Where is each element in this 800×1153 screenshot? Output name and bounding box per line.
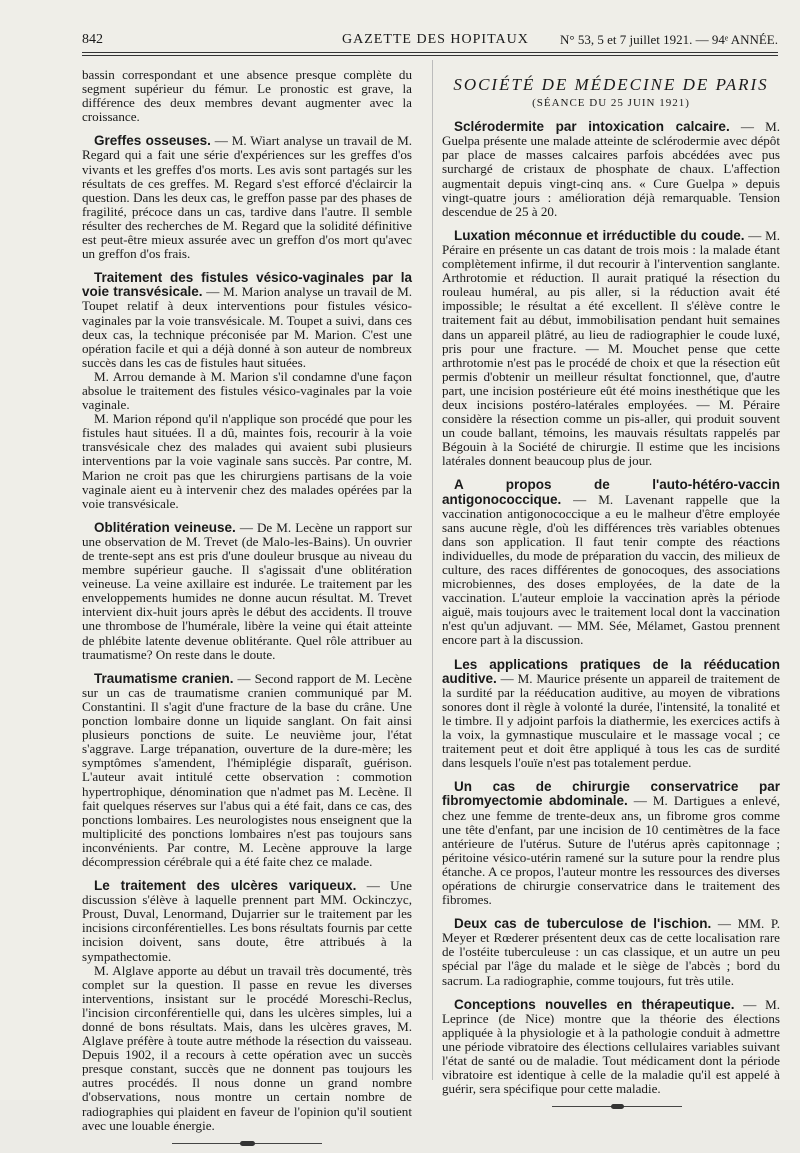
header-rule-2 [82, 55, 778, 56]
article-title: Conceptions nouvelles en thérapeutique. [454, 996, 735, 1012]
article-body: — MM. P. Meyer et Rœderer présentent deux cas de cette localisation rare de l'ostéite tuberculeuse : un cas classique, et un autre un peu spécial par l'âge du malade et le siège de l'abcès ; bord du sacrum. La radiographie, comme toujours, fut très utile. [442, 916, 780, 988]
column-divider [432, 60, 433, 1080]
article-body: — M. Dartigues a enlevé, chez une femme de trente-deux ans, un fibrome gros comme une tête d'enfant, par une incision de 10 centimètres de la face antérieure de l'utérus. Suture de l'utérus après capitonnage ; péritoine vésico-utérin ramené sur la suture pour la rendre plus étanche. A ce propos, l'auteur montre les ressources des diverses opérations de chirurgie conservatrice dans le traitement des fibromes. [442, 793, 780, 908]
article-body: — M. Guelpa présente une malade atteinte de sclérodermie avec dépôt par place de masses calcaires parfois abcédées avec pus surchargé de cristaux de phosphate de chaux. L'affection augmentait depuis vingt-cinq ans. « Cure Guelpa » depuis vingt-quatre jours : amélioration déjà remarquable. Tension descendue de 25 à 20. [442, 119, 780, 219]
header-rule [82, 52, 778, 53]
page-header [82, 28, 778, 48]
article-fibromyectomie [442, 780, 780, 907]
article-paragraph: M. Arrou demande à M. Marion s'il condamne d'une façon absolue le traitement des fistules vésico-vaginales par la voie vaginale. [82, 368, 412, 413]
article-body: — Une discussion s'élève à laquelle prennent part MM. Ockinczyc, Proust, Duval, Lenormand, Dujarrier sur le traitement par les incisions circonférentielles. Les bons résultats fournis par cette incision doivent, sans doute, être attribués à la sympathectomie. [82, 878, 412, 964]
article-luxation [442, 229, 780, 469]
article-paragraph: M. Alglave apporte au début un travail très documenté, très complet sur la question. Il passe en revue les diverses interventions, insistant sur le procédé Moreschi-Reclus, l'incision circonférentielle qui, dans les ulcères simples, lui a donné de bons résultats. Mais, dans les ulcères graves, M. Alglave préfère à toute autre méthode la résection du vaisseau. Depuis 1902, il a recours à cette opération avec un succès presque constant, succès que ne donnent pas toujours les autres procédés. Il nous donne un grand nombre d'observations, nous montre un certain nombre de radiographies qui plaident en faveur de l'opinion qu'il soutient avec une louable énergie. [82, 962, 412, 1133]
article-ischion [442, 917, 780, 987]
article-body: — M. Leprince (de Nice) montre que la théorie des élections appliquée à la physiologie et à la pathologie conduit à admettre une période vibratoire des élections cellulaires variables suivant l'état de santé ou de maladie. Tout médicament dont la période vibratoire est identique à celle de la maladie qu'il est appelé à guérir, sera spécifique pour cette maladie. [442, 996, 780, 1097]
right-column [442, 68, 780, 1116]
article-body: — Second rapport de M. Lecène sur un cas de traumatisme cranien communiqué par M. Constantini. Il s'agit d'une fracture de la base du crâne. Une ponction lombaire donne un liquide sanglant. On fait ainsi plusieurs ponctions de suite. Le neuvième jour, l'état s'aggrave. Large trépanation, ouverture de la dure-mère; les symptômes s'amendent, l'hémiplégie disparaît, guérison. L'auteur avait intitulé cette observation : commotion hypertrophique, dénomination que n'admet pas M. Lecène. Il fait quelques réserves sur l'abus qui a été fait, dans ce cas, des ponctions lombaires. Les neurologistes nous enseignent que la multiplicité des ponctions lombaires n'est pas toujours sans inconvénients. Par contre, M. Lecène approuve la large décompression cérébrale qui a été faite chez ce malade. [82, 670, 412, 869]
article-vaccin [442, 478, 780, 647]
article-traumatisme [82, 672, 412, 869]
article-sclerodermite [442, 120, 780, 219]
article-ulceres [82, 879, 412, 964]
article-title: A propos de l'auto-hétéro-vaccin antigonococcique. [442, 477, 780, 507]
article-title: Un cas de chirurgie conservatrice par fibromyectomie abdominale. [442, 779, 780, 809]
article-therapeutique [442, 998, 780, 1097]
article-title: Deux cas de tuberculose de l'ischion. [454, 916, 712, 932]
article-title: Oblitération veineuse. [94, 519, 236, 535]
left-column [82, 68, 412, 1153]
journal-title: GAZETTE DES HOPITAUX [342, 32, 529, 47]
article-body: — De M. Lecène un rapport sur une observation de M. Trevet (de Malo-les-Bains). Un ouvrier de trente-sept ans est pris d'une douleur brusque au niveau du membre supérieur gauche. Il s'agissait d'une oblitération veineuse. La veine axillaire est indurée. Le traitement par les enveloppements humides ne donne aucun résultat. M. Trevet intervient dix-huit jours après le début des accidents. Il trouve une thrombose de l'humérale, libère la veine qui était atteinte de phlébite latente devenue oblitérante. Quel rôle attribuer au traumatisme? On reste dans le doute. [82, 519, 412, 662]
end-ornament [172, 1143, 322, 1145]
article-body: — M. Péraire en présente un cas datant de trois mois : la malade étant complètement infirme, il dut recourir à l'intervention sanglante. Arthrotomie et réduction. Il aurait pratiqué la résection du rouleau huméral, au pis aller, si la réduction avait été impossible; le résultat a été excellent. Il s'élève contre le traitement fait au début, immobilisation pendant huit semaines dans un appareil plâtré, au lieu de radiographier le coude luxé, pris pour une fracture. — M. Mouchet pense que cette arthrotomie n'est pas le procédé de choix et que la résection eût permis d'obtenir un meilleur résultat fonctionnel, que, d'autre part, une incision postérieure eût été moins inesthétique que les deux incisions postéro-latérales employées. — M. Péraire considère la résection comme un pis-aller, qui produit souvent un coude ballant, témoins, les mauvais résultats rappelés par Bégouin à la Société de chirurgie. Il estime que les incisions latérales donnent beaucoup plus de jour. [442, 227, 780, 469]
article-body: — M. Maurice présente un appareil de traitement de la surdité par la rééducation auditive, au moyen de vibrations sonores dont il règle à volonté la durée, l'intensité, la tonalité et le timbre. Il y adjoint parfois la diathermie, les exercices actifs à la voix, la gymnastique musculaire et le massage vocal ; ce traitement peut et doit être appliqué à tous les cas de surdité dans lesquels l'ouïe n'est pas totalement perdue. [442, 670, 780, 771]
article-title: Les applications pratiques de la rééducation auditive. [442, 656, 780, 686]
article-fistules [82, 271, 412, 370]
seance-date: (SÉANCE DU 25 JUIN 1921) [532, 97, 690, 110]
article-body: — M. Lavenant rappelle que la vaccination antigonococcique a eu le malheur d'être employée sans aucune règle, d'où les différences très variables obtenues dans son application. Il faut tenir compte des réactions individuelles, du mode de préparation du vaccin, des milieux de culture, des races différentes de gonocoques, des associations microbiennes, des doses employées, de la date de la vaccination. L'auteur emploie la vaccination après la période aiguë, mais toujours avec le traitement local dont la vaccination n'est qu'un adjuvant. — MM. Sée, Mélamet, Gastou prennent encore part à la discussion. [442, 491, 780, 648]
article-body: — M. Marion analyse un travail de M. Toupet relatif à deux interventions pour fistules vésico-vaginales par la voie transvésicale. M. Toupet a suivi, dans ces deux cas, la technique préconisée par M. Marion. C'est une opération facile et qui a déjà donné à son auteur de nombreux succès dans les cas de fistules haut situées. [82, 284, 412, 370]
article-obliteration [82, 521, 412, 662]
article-reeducation [442, 658, 780, 771]
issue-info: N° 53, 5 et 7 juillet 1921. — 94ᵉ ANNÉE. [560, 32, 778, 47]
article-body: — M. Wiart analyse un travail de M. Regard qui a fait une série d'expériences sur les greffes d'os vivants et les greffes d'os morts. Les avis sont partagés sur les résultats de ces greffes. M. Regard s'est efforcé d'éclaircir la question. Dans les deux cas, le greffon passe par des phases de fragilité, précoce dans un cas, tardive dans l'autre. Il semble résulter des recherches de M. Regard que la solidité définitive est peut-être mieux assurée avec un greffon d'os mort qu'avec un greffon d'os frais. [82, 133, 413, 262]
page-number: 842 [82, 32, 103, 47]
article-greffes [82, 134, 412, 261]
article-title: Traitement des fistules vésico-vaginales par la voie transvésicale. [82, 270, 412, 300]
society-heading: SOCIÉTÉ DE MÉDECINE DE PARIS [453, 75, 769, 94]
article-title: Sclérodermite par intoxication calcaire. [454, 119, 730, 135]
article-title: Traumatisme cranien. [94, 670, 234, 686]
continued-paragraph: bassin correspondant et une absence presque complète du segment supérieur du fémur. Le pronostic est grave, la différence des deux membres devant augmenter avec la croissance. [82, 67, 412, 125]
end-ornament [552, 1106, 682, 1108]
article-title: Greffes osseuses. [94, 133, 211, 149]
article-title: Luxation méconnue et irréductible du coude. [454, 227, 745, 243]
article-paragraph: M. Marion répond qu'il n'applique son procédé que pour les fistules haut situées. Il a dû, maintes fois, recourir à la voie transvésicale chez des malades qui avaient subi plusieurs interventions par la voie vaginale sans succès. Par contre, M. Marion ne croit pas que les chirurgiens partisans de la voie vaginale aient eu à intervenir chez des malades opérées par la voie transvésicale. [82, 411, 412, 511]
article-title: Le traitement des ulcères variqueux. [94, 878, 357, 894]
